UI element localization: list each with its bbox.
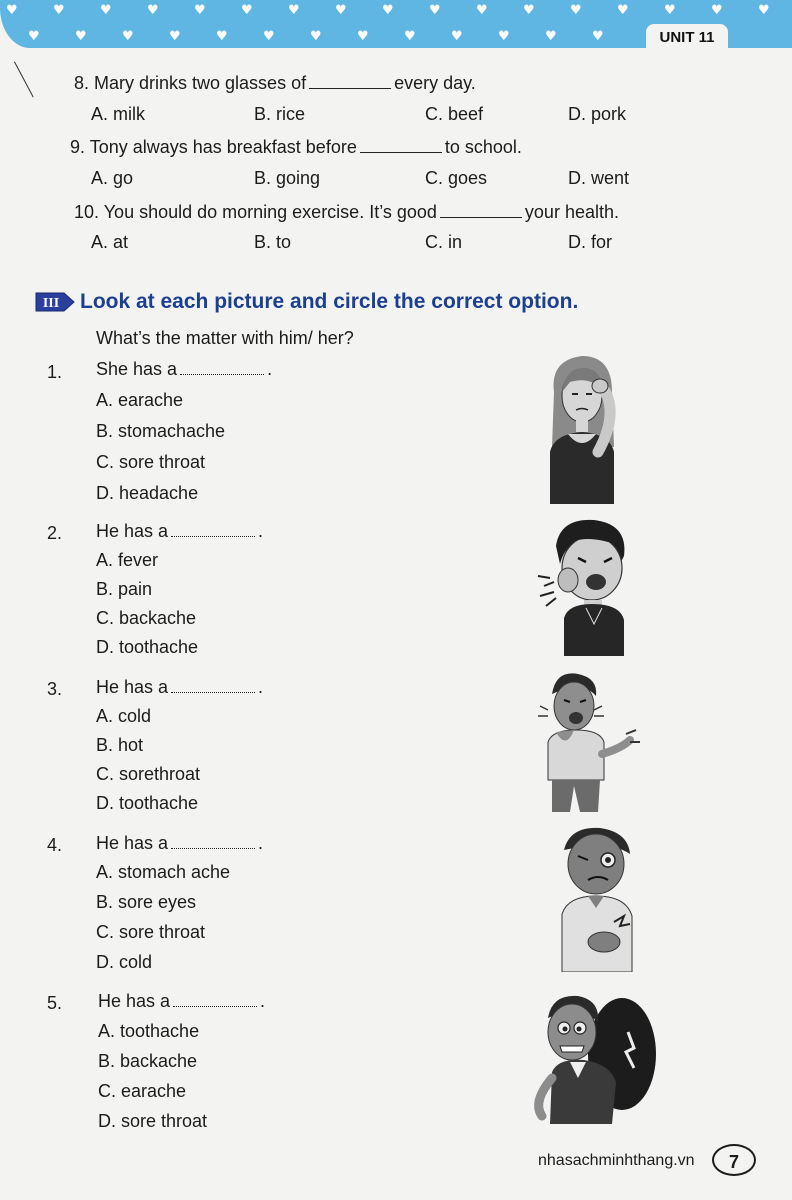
heart-icon: ♥ bbox=[310, 29, 322, 44]
heart-icon: ♥ bbox=[241, 3, 253, 18]
heart-icon: ♥ bbox=[53, 3, 65, 18]
man-backache-illustration bbox=[522, 992, 658, 1124]
option-10a[interactable]: A. at bbox=[91, 232, 129, 252]
footer-website[interactable]: nhasachminhthang.vn bbox=[538, 1152, 695, 1169]
option-1c[interactable]: C. sore throat bbox=[96, 452, 206, 472]
heart-icon: ♥ bbox=[194, 3, 206, 18]
answer-blank[interactable] bbox=[171, 520, 255, 537]
option-8a[interactable]: A. milk bbox=[91, 104, 145, 124]
option-4b[interactable]: B. sore eyes bbox=[96, 892, 197, 912]
option-4d[interactable]: D. cold bbox=[96, 952, 153, 972]
option-10d[interactable]: D. for bbox=[568, 232, 613, 252]
item-2-stem-end: . bbox=[258, 521, 264, 541]
option-9b[interactable]: B. going bbox=[254, 168, 321, 188]
question-8-text-before: 8. Mary drinks two glasses of bbox=[74, 73, 307, 93]
man-sore-throat-illustration bbox=[526, 670, 646, 814]
boy-toothache-illustration bbox=[524, 516, 644, 656]
option-2d[interactable]: D. toothache bbox=[96, 637, 199, 657]
heart-icon: ♥ bbox=[382, 3, 394, 18]
item-2-number: 2. bbox=[47, 523, 63, 543]
option-3b[interactable]: B. hot bbox=[96, 735, 144, 755]
item-1-stem bbox=[96, 358, 272, 380]
item-4-stem-end: . bbox=[258, 833, 264, 853]
margin-divider bbox=[14, 62, 34, 98]
heart-icon: ♥ bbox=[100, 3, 112, 18]
option-4c[interactable]: C. sore throat bbox=[96, 922, 206, 942]
item-5-stem-text: He has a bbox=[98, 991, 171, 1011]
option-8c[interactable]: C. beef bbox=[425, 104, 484, 124]
item-1-stem-end: . bbox=[267, 359, 273, 379]
option-4a[interactable]: A. stomach ache bbox=[96, 862, 231, 882]
option-1b[interactable]: B. stomachache bbox=[96, 421, 226, 441]
option-3a[interactable]: A. cold bbox=[96, 706, 152, 726]
section-badge bbox=[34, 290, 76, 314]
heart-icon: ♥ bbox=[28, 29, 40, 44]
option-9a[interactable]: A. go bbox=[91, 168, 134, 188]
question-9-text-after: to school. bbox=[444, 137, 522, 157]
heart-icon: ♥ bbox=[664, 3, 676, 18]
heart-icon: ♥ bbox=[335, 3, 347, 18]
heart-icon: ♥ bbox=[523, 3, 535, 18]
heart-icon: ♥ bbox=[545, 29, 557, 44]
item-5-stem bbox=[98, 990, 265, 1012]
heart-icon: ♥ bbox=[711, 3, 723, 18]
item-5-number: 5. bbox=[47, 993, 63, 1013]
question-9 bbox=[70, 136, 522, 158]
item-1-stem-text: She has a bbox=[96, 359, 178, 379]
option-1d[interactable]: D. headache bbox=[96, 483, 199, 503]
heart-icon: ♥ bbox=[429, 3, 441, 18]
item-4-stem-text: He has a bbox=[96, 833, 169, 853]
section-prompt: What’s the matter with him/ her? bbox=[96, 328, 354, 348]
item-3-stem bbox=[96, 676, 263, 698]
heart-icon: ♥ bbox=[263, 29, 275, 44]
unit-label: UNIT 11 bbox=[646, 24, 728, 52]
heart-icon: ♥ bbox=[6, 3, 18, 18]
heart-icon: ♥ bbox=[147, 3, 159, 18]
option-1a[interactable]: A. earache bbox=[96, 390, 184, 410]
answer-blank[interactable] bbox=[309, 72, 391, 89]
option-2c[interactable]: C. backache bbox=[96, 608, 197, 628]
item-4-stem bbox=[96, 832, 263, 854]
heart-icon: ♥ bbox=[498, 29, 510, 44]
woman-headache-illustration bbox=[540, 352, 626, 504]
heart-icon: ♥ bbox=[451, 29, 463, 44]
section-badge-label: III bbox=[42, 296, 60, 311]
heart-icon: ♥ bbox=[288, 3, 300, 18]
heart-icon: ♥ bbox=[122, 29, 134, 44]
option-5b[interactable]: B. backache bbox=[98, 1051, 198, 1071]
heart-icon: ♥ bbox=[216, 29, 228, 44]
page-number: 7 bbox=[712, 1144, 756, 1176]
item-4-number: 4. bbox=[47, 835, 63, 855]
heart-icon: ♥ bbox=[357, 29, 369, 44]
heart-icon: ♥ bbox=[476, 3, 488, 18]
heart-icon: ♥ bbox=[592, 29, 604, 44]
section-title: Look at each picture and circle the correct option. bbox=[80, 290, 579, 313]
option-2a[interactable]: A. fever bbox=[96, 550, 159, 570]
option-2b[interactable]: B. pain bbox=[96, 579, 153, 599]
item-2-stem bbox=[96, 520, 263, 542]
heart-icon: ♥ bbox=[404, 29, 416, 44]
answer-blank[interactable] bbox=[171, 676, 255, 693]
answer-blank[interactable] bbox=[440, 201, 522, 218]
option-5d[interactable]: D. sore throat bbox=[98, 1111, 208, 1131]
heart-icon: ♥ bbox=[169, 29, 181, 44]
option-3d[interactable]: D. toothache bbox=[96, 793, 199, 813]
option-3c[interactable]: C. sorethroat bbox=[96, 764, 201, 784]
option-5a[interactable]: A. toothache bbox=[98, 1021, 200, 1041]
question-9-text-before: 9. Tony always has breakfast before bbox=[70, 137, 357, 157]
heart-icon: ♥ bbox=[570, 3, 582, 18]
item-3-stem-end: . bbox=[258, 677, 264, 697]
answer-blank[interactable] bbox=[171, 832, 255, 849]
item-5-stem-end: . bbox=[260, 991, 266, 1011]
option-8d[interactable]: D. pork bbox=[568, 104, 627, 124]
boy-stomachache-illustration bbox=[548, 826, 648, 972]
item-3-stem-text: He has a bbox=[96, 677, 169, 697]
heart-icon: ♥ bbox=[758, 3, 770, 18]
option-10c[interactable]: C. in bbox=[425, 232, 463, 252]
option-9d[interactable]: D. went bbox=[568, 168, 630, 188]
option-8b[interactable]: B. rice bbox=[254, 104, 306, 124]
item-2-stem-text: He has a bbox=[96, 521, 169, 541]
question-10-text-after: your health. bbox=[524, 202, 619, 222]
question-10-text-before: 10. You should do morning exercise. It’s good bbox=[74, 202, 437, 222]
item-1-number: 1. bbox=[47, 362, 63, 382]
option-9c[interactable]: C. goes bbox=[425, 168, 488, 188]
question-8-text-after: every day. bbox=[394, 73, 476, 93]
heart-icon: ♥ bbox=[75, 29, 87, 44]
option-10b[interactable]: B. to bbox=[254, 232, 292, 252]
answer-blank[interactable] bbox=[173, 990, 257, 1007]
question-10 bbox=[74, 201, 619, 223]
answer-blank[interactable] bbox=[180, 358, 264, 375]
question-8 bbox=[74, 72, 476, 94]
option-5c[interactable]: C. earache bbox=[98, 1081, 187, 1101]
heart-icon: ♥ bbox=[617, 3, 629, 18]
item-3-number: 3. bbox=[47, 679, 63, 699]
answer-blank[interactable] bbox=[360, 136, 442, 153]
